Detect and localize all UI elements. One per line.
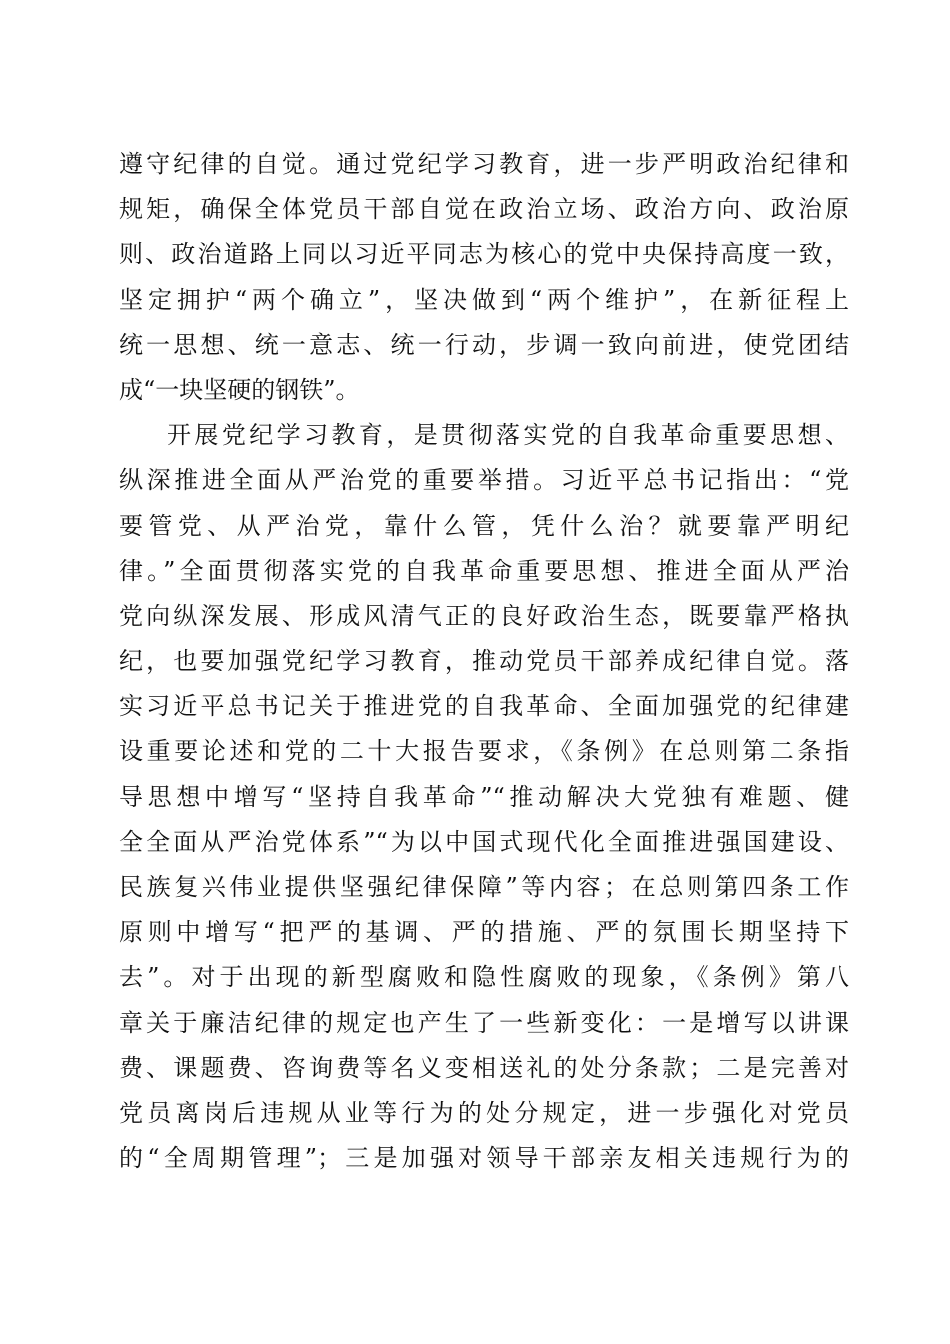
paragraph-line: 的“全周期管理”；三是加强对领导干部亲友相关违规行为的	[119, 1144, 849, 1173]
paragraph-line: 导思想中增写“坚持自我革命”“推动解决大党独有难题、健	[119, 782, 849, 811]
paragraph-line: 开展党纪学习教育，是贯彻落实党的自我革命重要思想、	[167, 421, 849, 450]
paragraph-line: 费、课题费、咨询费等名义变相送礼的处分条款；二是完善对	[119, 1053, 849, 1082]
paragraph-line: 原则中增写“把严的基调、严的措施、严的氛围长期坚持下	[119, 918, 849, 947]
paragraph-line: 实习近平总书记关于推进党的自我革命、全面加强党的纪律建	[119, 692, 849, 721]
paragraph-line: 律。”全面贯彻落实党的自我革命重要思想、推进全面从严治	[119, 556, 849, 585]
paragraph-line: 民族复兴伟业提供坚强纪律保障”等内容；在总则第四条工作	[119, 873, 849, 901]
paragraph-line: 去”。对于出现的新型腐败和隐性腐败的现象，《条例》第八	[119, 963, 849, 992]
document-body	[119, 142, 849, 1181]
paragraph-line: 统一思想、统一意志、统一行动，步调一致向前进，使党团结	[119, 330, 849, 359]
paragraph-line: 要管党、从严治党，靠什么管，凭什么治？就要靠严明纪	[119, 511, 849, 540]
paragraph-line: 设重要论述和党的二十大报告要求，《条例》在总则第二条指	[119, 737, 849, 766]
paragraph-line: 党员离岗后违规从业等行为的处分规定，进一步强化对党员	[119, 1098, 849, 1127]
paragraph-line: 坚定拥护“两个确立”，坚决做到“两个维护”，在新征程上	[119, 285, 849, 314]
paragraph-1	[119, 142, 849, 413]
paragraph-line: 章关于廉洁纪律的规定也产生了一些新变化：一是增写以讲课	[119, 1008, 849, 1037]
paragraph-line: 纵深推进全面从严治党的重要举措。习近平总书记指出：“党	[119, 466, 849, 495]
paragraph-line: 则、政治道路上同以习近平同志为核心的党中央保持高度一致，	[119, 240, 849, 269]
paragraph-line: 党向纵深发展、形成风清气正的良好政治生态，既要靠严格执	[119, 601, 849, 630]
paragraph-line: 纪，也要加强党纪学习教育，推动党员干部养成纪律自觉。落	[119, 647, 849, 676]
paragraph-line: 规矩，确保全体党员干部自觉在政治立场、政治方向、政治原	[119, 195, 849, 224]
paragraph-line: 全全面从严治党体系”“为以中国式现代化全面推进强国建设、	[119, 827, 849, 856]
paragraph-line: 遵守纪律的自觉。通过党纪学习教育，进一步严明政治纪律和	[119, 150, 849, 178]
paragraph-2	[119, 413, 849, 1181]
paragraph-line: 成“一块坚硬的钢铁”。	[119, 375, 360, 404]
